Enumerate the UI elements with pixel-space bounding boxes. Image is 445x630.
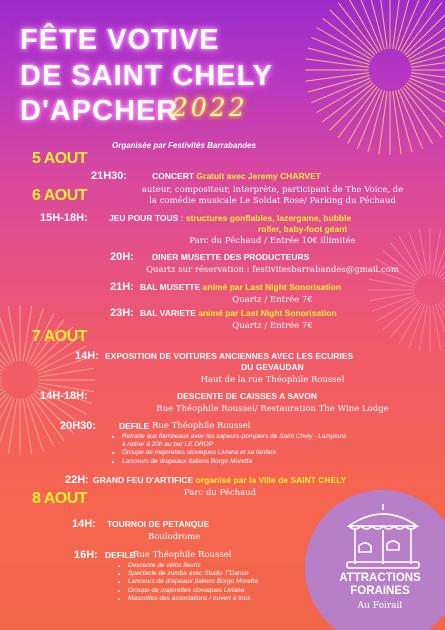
- event-detail: Quartz / Entrée 7€: [232, 321, 313, 331]
- bullet-item: • Lanceurs de drapeaux Italiens Borgo Moretta: [122, 458, 442, 466]
- event-title: DEFILE: [119, 421, 150, 431]
- firework-ray: [395, 91, 411, 153]
- bullet-item: • Retraite aux flambeaux avec les sapeurs-pompiers de Saint Chely - Lampions: [122, 433, 442, 441]
- event-title: EXPOSITION DE VOITURES ANCIENNES AVEC LES ECURIES: [105, 351, 354, 361]
- firework-ray: [379, 0, 387, 49]
- bullet-item: • Lanceurs de drapeaux Italiens Borgo Moretta: [128, 578, 318, 586]
- event-time: 16H:: [74, 549, 98, 561]
- event-time: 23H:: [110, 307, 134, 319]
- event-time: 21H:: [110, 281, 134, 293]
- firework-ray: [407, 18, 445, 57]
- event-title: DEFILE: [105, 550, 136, 560]
- event-detail: Haut de la rue Théophile Roussel: [200, 375, 345, 385]
- title-line-2: DE SAINT CHELY: [20, 60, 274, 92]
- event-title-main: JEU POUR TOUS :: [109, 213, 184, 223]
- event-title-highlight: roller, baby-foot géant: [258, 224, 348, 234]
- event-title-main: GRAND FEU D'ARTIFICE: [93, 475, 194, 485]
- event-title: DINER MUSETTE DES PRODUCTEURS: [152, 252, 310, 262]
- firework-ray: [8, 306, 17, 362]
- carousel-icon: [337, 500, 429, 572]
- fireworks-top-right: [300, 0, 445, 160]
- event-title: TOURNOI DE PETANQUE: [107, 519, 210, 529]
- event-detail: Rue Théophile Roussel: [133, 550, 232, 560]
- firework-ray: [39, 368, 95, 377]
- bullet-item: • Spectacle de zumba avec Studio T'Dance: [128, 570, 318, 578]
- firework-ray: [8, 399, 17, 455]
- firework-ray: [393, 0, 401, 49]
- firework-ray: [0, 397, 11, 447]
- event-time: 22H:: [65, 474, 89, 486]
- title-line-3: D'APCHER: [20, 95, 179, 127]
- event-time: 14H:: [72, 518, 96, 530]
- bullet-item: • Groupe de majorettes slovaques Liviana: [128, 587, 318, 595]
- bullet-item: • Descente de vélos fleuris: [128, 562, 318, 570]
- event-title-highlight: animé par Last Night Sonorisation: [202, 282, 342, 292]
- event-detail: Quartz / Entrée 7€: [232, 295, 313, 305]
- firework-ray: [26, 398, 43, 451]
- event-bullets: [118, 562, 318, 603]
- badge-title: ATTRACTIONS FORAINES: [339, 572, 421, 597]
- event-time: 20H30:: [60, 420, 97, 432]
- firework-ray: [23, 399, 32, 455]
- event-title-main: BAL MUSETTE: [140, 282, 201, 292]
- event-detail: Parc du Péchaud: [183, 488, 257, 498]
- event-title: [140, 308, 337, 318]
- event-time: 21H30:: [91, 170, 128, 182]
- event-time: 14H:: [75, 350, 99, 362]
- event-time: 20H:: [110, 251, 134, 263]
- firework-ray: [393, 91, 401, 154]
- firework-ray: [369, 279, 415, 287]
- event-detail: Rue Théophile Roussel: [152, 421, 251, 431]
- event-title: [93, 475, 346, 485]
- firework-ray: [368, 91, 384, 153]
- event-title-highlight: structures gonflables, lazergame, bubble: [185, 213, 352, 223]
- day-heading: 8 AOUT: [32, 490, 88, 507]
- firework-ray: [23, 306, 32, 362]
- event-title-main: BAL VARIETE: [140, 308, 196, 318]
- bullet-item: • Mascottes des associations / ouvert à tous: [128, 595, 318, 603]
- event-detail: Quartz sur réservation : festivitesbarrabandes@gmail.com: [146, 265, 399, 275]
- year: 2022: [172, 93, 248, 122]
- day-heading: 7 AOUT: [32, 328, 88, 345]
- event-title-highlight: organisé par la Ville de SAINT CHELY: [195, 475, 347, 485]
- bullet-item: • Groupe de majorettes slovaques Liviana et sa fanfare: [122, 449, 442, 457]
- event-bullets: [112, 433, 442, 466]
- event-title-main: CONCERT: [152, 171, 195, 181]
- event-time: 15H-18H:: [40, 212, 88, 224]
- title-line-1: FÊTE VOTIVE: [20, 24, 220, 56]
- event-detail: Boulodrome: [148, 532, 201, 542]
- event-title-highlight: animé par Last Night Sonorisation: [198, 308, 337, 318]
- fireworks-left: [0, 300, 100, 460]
- bullet-item: à retirer à 20h au bar LE DROP: [122, 441, 214, 449]
- firework-ray: [0, 313, 11, 363]
- event-detail: Rue Théophile Roussel/ Restauration The Wine Lodge: [156, 404, 389, 414]
- event-title-highlight: Gratuit avec Jeremy CHARVET: [196, 171, 321, 181]
- event-title-cont: DU GEVAUDAN: [241, 362, 304, 372]
- firework-ray: [379, 91, 387, 154]
- event-title: [109, 213, 351, 223]
- event-detail: la comédie musicale Le Soldat Rose/ Parking du Péchaud: [149, 196, 396, 206]
- event-title: [152, 171, 321, 181]
- day-heading: 5 AOUT: [32, 150, 88, 167]
- badge-subtitle: Au Foirail: [357, 601, 403, 611]
- event-detail: Parc du Péchaud / Entrée 10€ illimitée: [189, 236, 356, 246]
- organizer: Organisée par Festivités Barrabandes: [112, 141, 257, 150]
- event-title: DESCENTE DE CAISSES A SAVON: [177, 391, 317, 401]
- event-title: [140, 282, 341, 292]
- firework-ray: [407, 83, 445, 122]
- event-detail: auteur, compositeur, interprète, participant de The Voice, de: [141, 185, 404, 195]
- event-time: 14H-18H:: [40, 390, 88, 402]
- day-heading: 6 AOUT: [32, 187, 88, 204]
